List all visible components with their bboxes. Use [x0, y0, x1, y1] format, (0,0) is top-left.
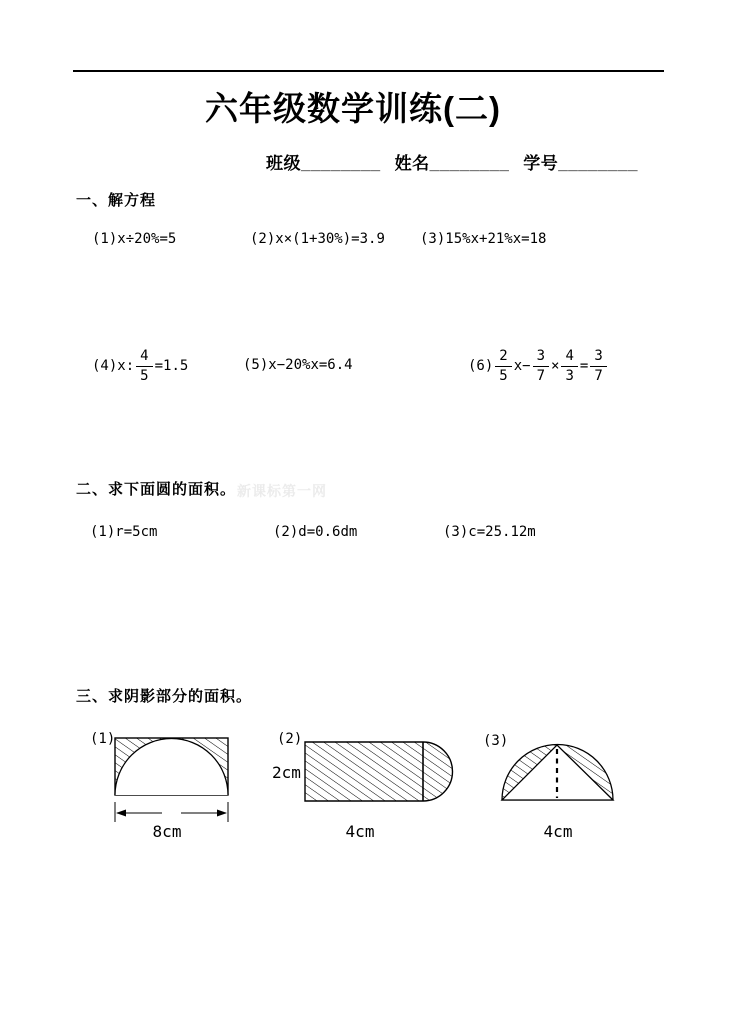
operator: =: [579, 358, 589, 374]
equation-text: x:: [117, 358, 135, 374]
problem-number: (1): [92, 231, 118, 247]
figure-1-width-dim: 8cm: [152, 822, 182, 841]
equation-text: 15%x+21%x=18: [445, 231, 547, 247]
denominator: 5: [140, 367, 149, 384]
problem-2-2: [273, 524, 357, 541]
problem-number: (2): [250, 231, 276, 247]
equation-text: d=0.6dm: [298, 524, 358, 540]
section-2-heading: 二、求下面圆的面积。: [76, 481, 237, 498]
problem-number: (3): [443, 524, 469, 540]
denominator: 5: [499, 367, 508, 384]
equation-text: x×(1+30%)=3.9: [275, 231, 385, 247]
equation-text: x: [513, 358, 523, 374]
problem-number: (3): [420, 231, 446, 247]
denominator: 7: [536, 367, 546, 384]
student-info-row: [266, 149, 652, 174]
fraction: [533, 347, 549, 386]
problem-2-3: [443, 524, 536, 541]
problem-2-1: [90, 524, 157, 541]
fraction: [495, 347, 511, 386]
fraction: [136, 347, 152, 386]
figure-1-shape: [115, 738, 228, 822]
problem-number: (6): [468, 358, 494, 374]
name-field: 姓名________: [394, 154, 510, 173]
problem-1-2: [250, 231, 385, 248]
figure-2-height-dim: 2cm: [272, 763, 301, 782]
figure-3-label: (3): [483, 733, 509, 749]
problem-1-3: [420, 231, 546, 248]
equation-text: =1.5: [154, 358, 189, 374]
figure-3-width-dim: 4cm: [543, 822, 573, 841]
denominator: 7: [594, 367, 603, 384]
operator: −: [522, 358, 531, 374]
problem-number: (5): [243, 357, 269, 373]
numerator: 3: [533, 347, 549, 367]
problem-number: (4): [92, 358, 118, 374]
denominator: 3: [565, 367, 574, 384]
problem-1-1: [92, 231, 176, 248]
section-1-heading: 一、解方程: [76, 192, 157, 209]
figure-1-label: (1): [90, 731, 116, 747]
numerator: 2: [495, 347, 511, 367]
problem-number: (1): [90, 524, 116, 540]
page-title: 六年级数学训练(二): [205, 90, 501, 127]
problem-1-5: [243, 357, 353, 374]
fraction: [590, 347, 606, 386]
class-field: 班级________: [266, 154, 381, 173]
equation-text: r=5cm: [115, 524, 158, 540]
figure-2-label: (2): [277, 731, 303, 747]
operator: ×: [551, 358, 560, 374]
figures-svg: [80, 720, 680, 850]
figure-2-width-dim: 4cm: [345, 822, 375, 841]
watermark-text: 新课标第一网: [237, 483, 327, 499]
equation-text: x−20%x=6.4: [268, 357, 353, 373]
problem-1-4: [92, 343, 188, 389]
top-rule-divider: [73, 70, 664, 72]
equation-text: x÷20%=5: [117, 231, 177, 247]
problem-number: (2): [273, 524, 299, 540]
numerator: 4: [561, 347, 577, 367]
figure-2-shape: [305, 742, 453, 801]
dimension-arrow: [116, 810, 227, 817]
equation-text: c=25.12m: [468, 524, 536, 540]
problem-1-6: [468, 343, 609, 389]
section-3-heading: 三、求阴影部分的面积。: [76, 688, 253, 705]
figure-3-shape: [502, 745, 613, 801]
fraction: [561, 347, 577, 386]
numerator: 4: [136, 347, 152, 367]
id-field: 学号________: [523, 154, 638, 173]
numerator: 3: [590, 347, 606, 367]
